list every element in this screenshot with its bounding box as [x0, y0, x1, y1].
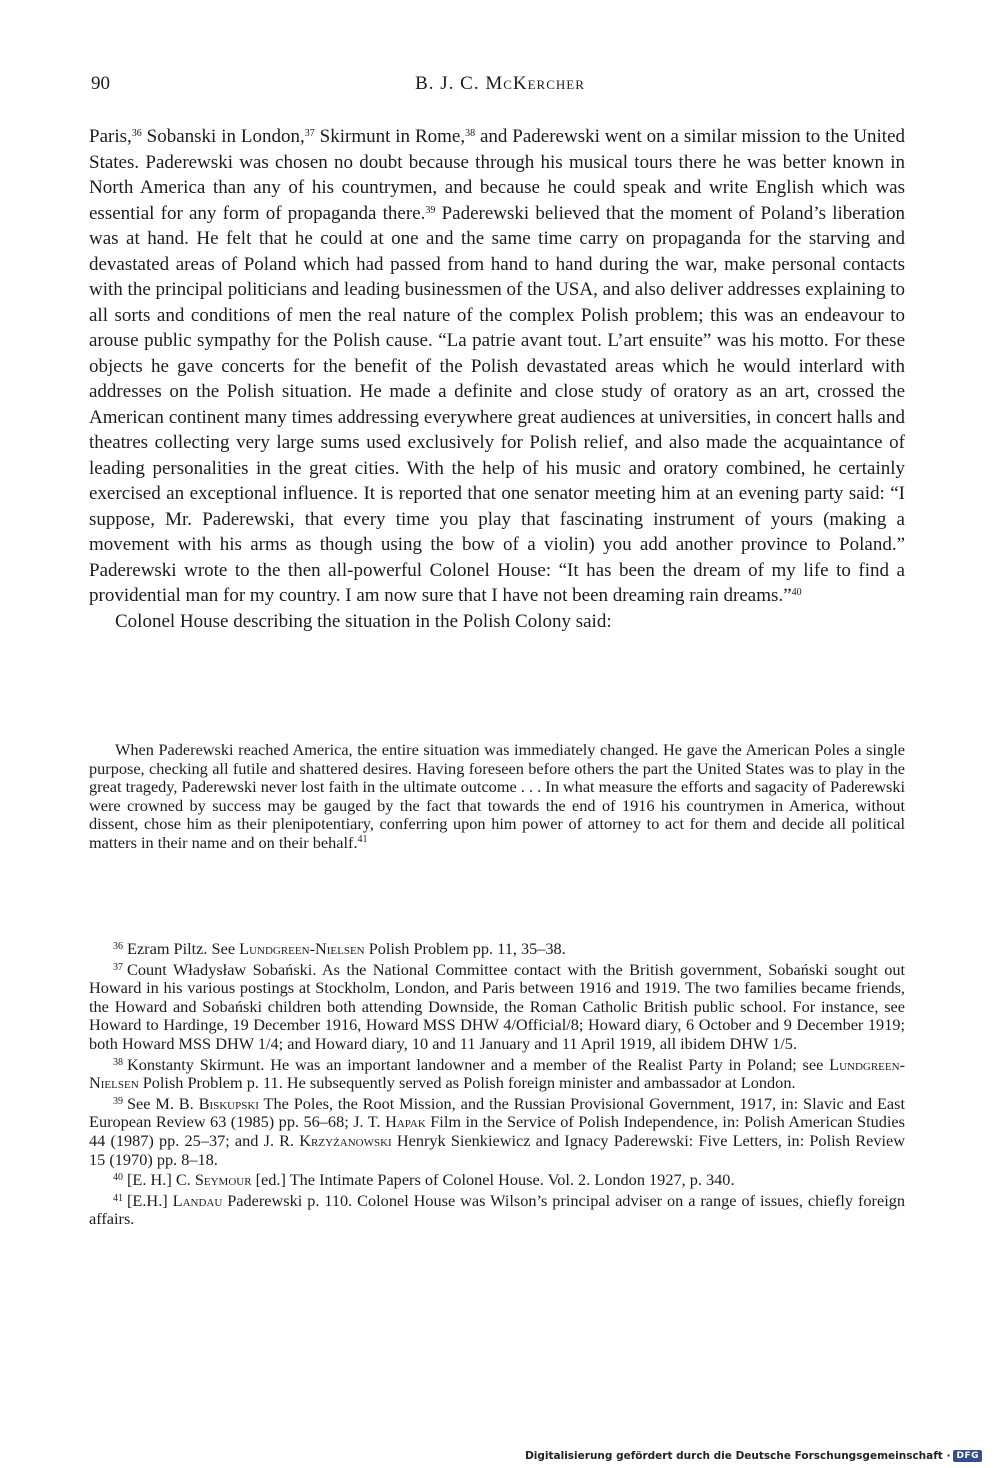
footnote-37: [89, 959, 905, 1054]
footnote-ref-38[interactable]: 38: [465, 128, 476, 139]
footnote-text: [E.H.]: [127, 1190, 173, 1210]
author-name: Lundgreen-Nielsen: [89, 1054, 905, 1093]
running-head: B. J. C. McKercher: [415, 73, 585, 94]
footnote-ref-36[interactable]: 36: [131, 128, 142, 139]
dfg-logo-icon: DFG: [953, 1450, 982, 1462]
footnote-text: Paderewski p. 110. Colonel House was Wilson’s principal adviser on a range of issues, chiefly foreign affairs.: [89, 1190, 905, 1229]
footnote-number: 38: [113, 1056, 123, 1068]
footnote-text: Henryk Sienkiewicz and Ignacy Paderewski: Five Letters, in: Polish Review 15 (1970) pp. 8–18.: [89, 1130, 906, 1169]
digitization-footer: [525, 1450, 982, 1462]
page-number: 90: [91, 73, 110, 94]
quote-paragraph: [89, 741, 905, 852]
author-name: Biskupski: [198, 1093, 259, 1113]
footnote-number: 41: [113, 1192, 123, 1204]
author-name: Landau: [172, 1190, 223, 1210]
footnote-ref-39[interactable]: 39: [425, 204, 436, 216]
footnote-ref-41[interactable]: 41: [357, 833, 368, 845]
body-text: Paris,: [89, 126, 132, 147]
footer-text: Digitalisierung gefördert durch die Deutsche Forschungsgemeinschaft ·: [525, 1450, 951, 1462]
block-quote: [89, 741, 905, 852]
footnote-text: [ed.] The Intimate Papers of Colonel House. Vol. 2. London 1927, p. 340.: [251, 1170, 735, 1190]
footnote-text: Ezram Piltz. See: [127, 939, 240, 958]
author-name: Krzyżanowski: [299, 1130, 392, 1150]
footnote-ref-37[interactable]: 37: [304, 128, 315, 139]
body-text: Skirmunt in Rome,: [314, 126, 466, 147]
footnote-text: Polish Problem pp. 11, 35–38.: [364, 939, 566, 958]
footnote-38: [89, 1054, 905, 1093]
author-name: Hapak: [385, 1112, 426, 1132]
footnote-text: The Poles, the Root Mission, and the Russian Provisional Government, 1917, in: Slavic and East European Review 63 (1985) pp. 56–68; J. T.: [89, 1093, 905, 1132]
footnote-41: [89, 1190, 905, 1229]
author-name: Seymour: [194, 1170, 252, 1190]
footnote-number: 36: [113, 941, 123, 952]
footnote-text: [E. H.] C.: [127, 1170, 195, 1190]
paragraph-1: [89, 124, 905, 609]
body-text: Paderewski believed that the moment of Poland’s liberation was at hand. He felt that he could at one and the same time carry on propaganda for the starving and devastated areas of Poland which had passed from hand to hand during the war, make personal contacts with the principal politicians and leading businessmen of the USA, and also deliver addresses explaining to all sorts and conditions of men the real nature of the complex Polish problem; this was an endeavour to arouse public sympathy for the Polish cause. “La patrie avant tout. L’art ensuite” was his motto. For these objects he gave concerts for the benefit of the Polish devastated areas which he would interlard with addresses on the Polish situation. He made a definite and close study of oratory as an art, crossed the American continent many times addressing everywhere great audiences at universities, in concert halls and theatres collecting very large sums used exclusively for Polish relief, and also made the acquaintance of leading personalities in the great cities. With the help of his music and oratory combined, he certainly exercised an exceptional influence. It is reported that one senator meeting him at an evening party said: “I suppose, Mr. Paderewski, that every time you play that fascinating instrument of yours (making a movement with his arms as though using the bow of a violin) you add another province to Poland.” Paderewski wrote to the then all-powerful Colonel House: “It has been the dream of my life to find a providential man for my country. I am now sure that I have not been dreaming rain dreams.”: [89, 202, 905, 606]
quote-text: When Paderewski reached America, the entire situation was immediately changed. He gave the American Poles a single purpose, checking all futile and shattered desires. Having foreseen before others the part the United States was to play in the great tragedy, Paderewski never lost faith in the ultimate outcome . . . In what measure the efforts and sagacity of Paderewski were crowned by success may be gauged by the fact that towards the end of 1916 his countrymen in America, without dissent, chose him as their plenipotentiary, conferring upon him power of attorney to act for them and decide all political matters in their name and on their behalf.: [89, 740, 905, 852]
footnote-text: See M. B.: [127, 1093, 199, 1113]
paragraph-2: Colonel House describing the situation in the Polish Colony said:: [115, 610, 612, 632]
footnote-ref-40[interactable]: 40: [791, 587, 802, 598]
body-text: Sobanski in London,: [141, 126, 305, 147]
footnote-text: Polish Problem p. 11. He subsequently served as Polish foreign minister and ambassador at London.: [138, 1073, 796, 1093]
footnote-text: Count Władysław Sobański. As the National Committee contact with the British government, Sobański sought out Howard in his various postings at Stockholm, London, and Paris between 1916 and 1919. The two families became friends, the Howard and Sobański children both attending Downside, the Roman Catholic British public school. For instance, see Howard to Hardinge, 19 December 1916, Howard MSS DHW 4/Official/8; Howard diary, 6 October and 9 December 1919; both Howard MSS DHW 1/4; and Howard diary, 10 and 11 January and 11 April 1919, all ibidem DHW 1/5.: [89, 959, 905, 1053]
footnote-36: [89, 938, 905, 959]
footnote-text: Konstanty Skirmunt. He was an important landowner and a member of the Realist Party in Poland; see: [127, 1054, 830, 1074]
footnote-number: 40: [113, 1172, 123, 1184]
footnote-number: 37: [113, 961, 123, 973]
author-name: Lundgreen-Nielsen: [239, 939, 365, 958]
footnote-text: Film in the Service of Polish Independence, in: Polish American Studies 44 (1987) pp. 25–37; and J. R.: [89, 1112, 905, 1150]
body-text: and Paderewski went on a similar mission to the United States. Paderewski was chosen no doubt because through his musical tours there he was better known in North America than any of his countrymen, and because he could speak and write English which was essential for any form of propaganda there.: [89, 126, 905, 224]
footnotes: [89, 938, 905, 1229]
footnote-40: [89, 1169, 905, 1190]
footnote-number: 39: [113, 1095, 123, 1107]
main-text: [89, 124, 905, 634]
footnote-39: [89, 1093, 905, 1169]
